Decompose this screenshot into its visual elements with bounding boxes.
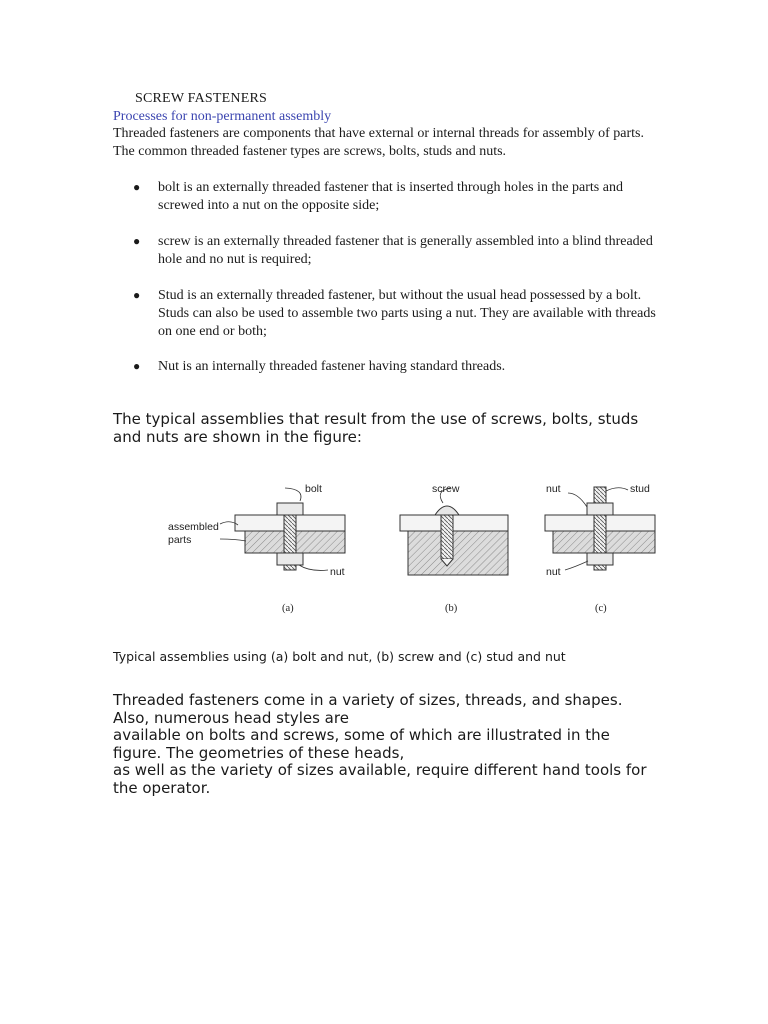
stud-nut-assembly [545,483,655,614]
intro-paragraph: Threaded fasteners are components that have external or internal threads for assembly of parts. The common threaded fastener types are screws, bolts, studs and nuts. [113,126,645,159]
document-title: SCREW FASTENERS [135,91,268,106]
bullet-icon: ● [133,234,141,248]
nut-a-label: nut [330,566,345,578]
stud-label: stud [630,483,650,495]
upper-plate [400,515,508,531]
document-subtitle: Processes for non-permanent assembly [113,109,332,124]
closing-line: the operator. [113,778,211,797]
closing-line: figure. The geometries of these heads, [113,743,405,762]
list-item-text: Nut is an internally threaded fastener having standard threads. [158,359,506,374]
stud-nut-top [587,503,613,515]
bolt-nut-assembly [168,483,345,614]
bolt-head [277,503,303,515]
closing-line: Also, numerous head styles are [113,708,349,727]
nut-c-bottom-label: nut [546,566,561,578]
screw-shank [441,515,453,559]
figure-sub-label-c: (c) [595,603,607,614]
bullet-icon: ● [133,288,141,302]
nut-c-label: nut [546,483,561,495]
screw-label: screw [432,483,460,495]
bullet-icon: ● [133,359,141,373]
assembled-label: assembled [168,521,219,533]
list-item-text: bolt is an externally threaded fastener that is inserted through holes in the parts and screwed into a nut on the opposite side; [158,180,623,213]
figure-sub-label-a: (a) [282,603,294,614]
parts-label: parts [168,534,192,546]
list-item-text: Stud is an externally threaded fastener, but without the usual head possessed by a bolt. Studs can also be used to assemble two parts using a nut. They are available with threads on one end or both; [158,288,656,339]
assemblies-paragraph: The typical assemblies that result from the use of screws, bolts, studs and nuts are shown in the figure: [113,410,639,446]
stud-nut-bottom [587,553,613,565]
closing-paragraph [113,692,663,797]
bullet-icon: ● [133,180,141,194]
closing-line: Threaded fasteners come in a variety of sizes, threads, and shapes. [113,691,623,709]
assemblies-figure [160,475,660,620]
closing-line: as well as the variety of sizes available, require different hand tools for [113,761,647,779]
closing-line: available on bolts and screws, some of which are illustrated in the [113,726,610,744]
figure-caption: Typical assemblies using (a) bolt and nut, (b) screw and (c) stud and nut [113,649,566,664]
screw-head [435,506,459,515]
list-item-text: screw is an externally threaded fastener that is generally assembled into a blind threaded hole and no nut is required; [158,234,653,267]
base-block [408,531,508,575]
bolt-nut [277,553,303,565]
bolt-label: bolt [305,483,322,495]
fastener-type-list [133,179,658,374]
figure-sub-label-b: (b) [445,603,458,614]
screw-assembly [400,483,508,614]
